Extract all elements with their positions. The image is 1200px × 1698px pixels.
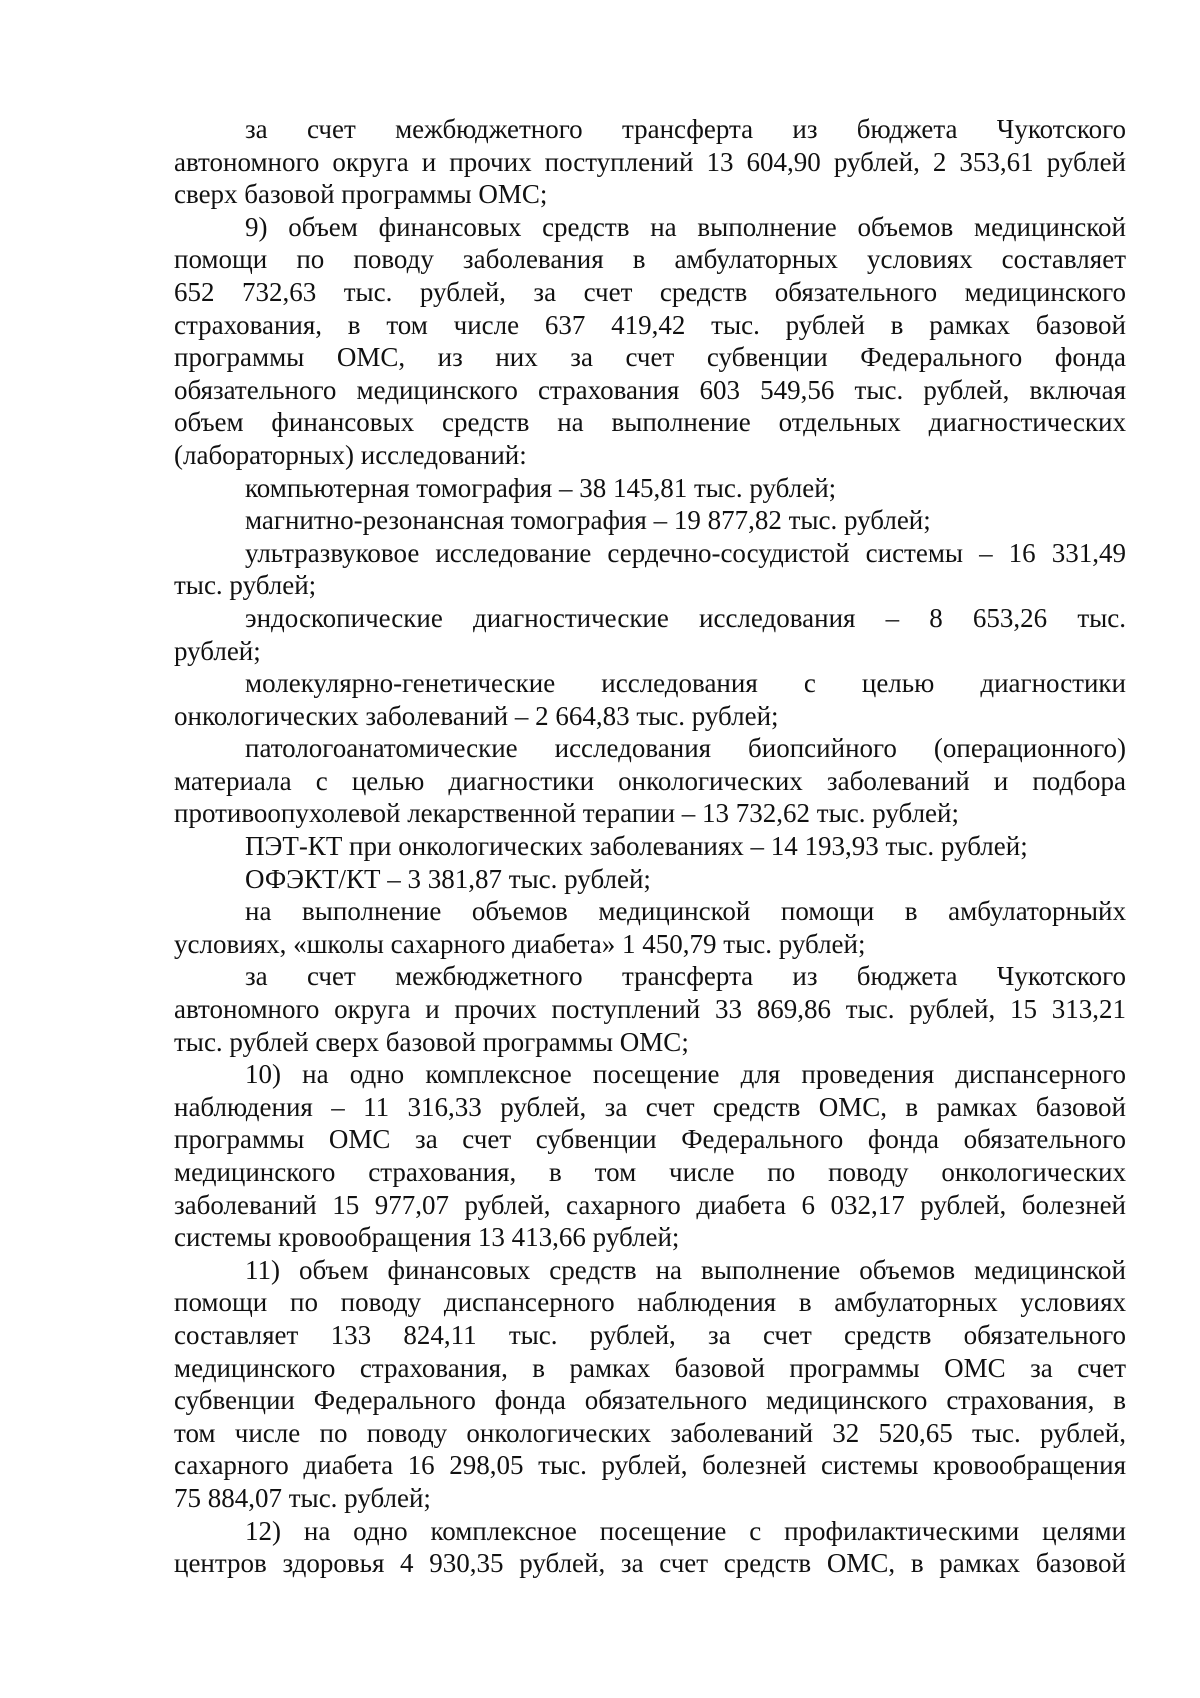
text-line: автономного округа и прочих поступлений 13 604,90 рублей, 2 353,61 рублей (174, 146, 1126, 177)
text-line: составляет 133 824,11 тыс. рублей, за счет средств обязательного (174, 1319, 1126, 1350)
text-line: рублей; (174, 635, 261, 666)
text-line: программы ОМС за счет субвенции Федерального фонда обязательного (174, 1124, 1126, 1155)
text-line: объем финансовых средств на выполнение отдельных диагностических (174, 407, 1126, 438)
text-line: магнитно-резонансная томография – 19 877,82 тыс. рублей; (245, 505, 931, 536)
text-line: 652 732,63 тыс. рублей, за счет средств обязательного медицинского (174, 276, 1126, 307)
text-line: наблюдения – 11 316,33 рублей, за счет средств ОМС, в рамках базовой (174, 1091, 1126, 1122)
text-line: сахарного диабета 16 298,05 тыс. рублей, болезней системы кровообращения (174, 1450, 1126, 1481)
text-line: 12) на одно комплексное посещение с профилактическими целями (245, 1515, 1126, 1546)
text-line: компьютерная томография – 38 145,81 тыс. рублей; (245, 472, 837, 503)
text-line: условиях, «школы сахарного диабета» 1 450,79 тыс. рублей; (174, 928, 866, 959)
text-line: центров здоровья 4 930,35 рублей, за счет средств ОМС, в рамках базовой (174, 1548, 1126, 1579)
text-line: ультразвуковое исследование сердечно-сосудистой системы – 16 331,49 (245, 537, 1126, 568)
text-line: за счет межбюджетного трансферта из бюджета Чукотского (245, 114, 1126, 144)
text-line: за счет межбюджетного трансферта из бюджета Чукотского (245, 961, 1126, 992)
text-line: тыс. рублей; (174, 570, 317, 601)
text-line: (лабораторных) исследований: (174, 439, 527, 470)
text-line: медицинского страхования, в рамках базовой программы ОМС за счет (174, 1352, 1126, 1383)
text-line: помощи по поводу заболевания в амбулаторных условиях составляет (174, 244, 1126, 275)
text-line: молекулярно-генетические исследования с целью диагностики (245, 668, 1126, 699)
text-line: автономного округа и прочих поступлений 33 869,86 тыс. рублей, 15 313,21 (174, 994, 1126, 1025)
text-line: ОФЭКТ/КТ – 3 381,87 тыс. рублей; (245, 863, 651, 894)
text-line: программы ОМС, из них за счет субвенции Федерального фонда (174, 342, 1126, 373)
text-line: онкологических заболеваний – 2 664,83 тыс. рублей; (174, 700, 779, 731)
text-line: ПЭТ-КТ при онкологических заболеваниях – 14 193,93 тыс. рублей; (245, 831, 1028, 862)
text-line: медицинского страхования, в том числе по поводу онкологических (174, 1157, 1126, 1187)
text-line: том числе по поводу онкологических заболеваний 32 520,65 тыс. рублей, (174, 1417, 1126, 1448)
text-line: эндоскопические диагностические исследования – 8 653,26 тыс. (245, 602, 1126, 633)
text-line: материала с целью диагностики онкологических заболеваний и подбора (174, 765, 1126, 796)
text-line: системы кровообращения 13 413,66 рублей; (174, 1222, 680, 1253)
text-line: 11) объем финансовых средств на выполнение объемов медицинской (245, 1254, 1126, 1285)
text-line: 10) на одно комплексное посещение для проведения диспансерного (245, 1059, 1126, 1090)
text-line: помощи по поводу диспансерного наблюдения в амбулаторных условиях (174, 1287, 1126, 1318)
text-line: патологоанатомические исследования биопсийного (операционного) (245, 733, 1126, 764)
document-body (174, 113, 1126, 1580)
text-line: противоопухолевой лекарственной терапии – 13 732,62 тыс. рублей; (174, 798, 959, 829)
text-line: страхования, в том числе 637 419,42 тыс. рублей в рамках базовой (174, 309, 1126, 340)
text-line: заболеваний 15 977,07 рублей, сахарного диабета 6 032,17 рублей, болезней (174, 1189, 1126, 1220)
text-line: обязательного медицинского страхования 603 549,56 тыс. рублей, включая (174, 374, 1126, 405)
text-line: на выполнение объемов медицинской помощи в амбулаторныйх (245, 896, 1126, 927)
text-line: тыс. рублей сверх базовой программы ОМС; (174, 1026, 689, 1057)
text-line: сверх базовой программы ОМС; (174, 179, 548, 210)
text-line: 9) объем финансовых средств на выполнение объемов медицинской (245, 211, 1126, 242)
text-line: субвенции Федерального фонда обязательного медицинского страхования, в (174, 1385, 1126, 1416)
text-line: 75 884,07 тыс. рублей; (174, 1482, 431, 1513)
